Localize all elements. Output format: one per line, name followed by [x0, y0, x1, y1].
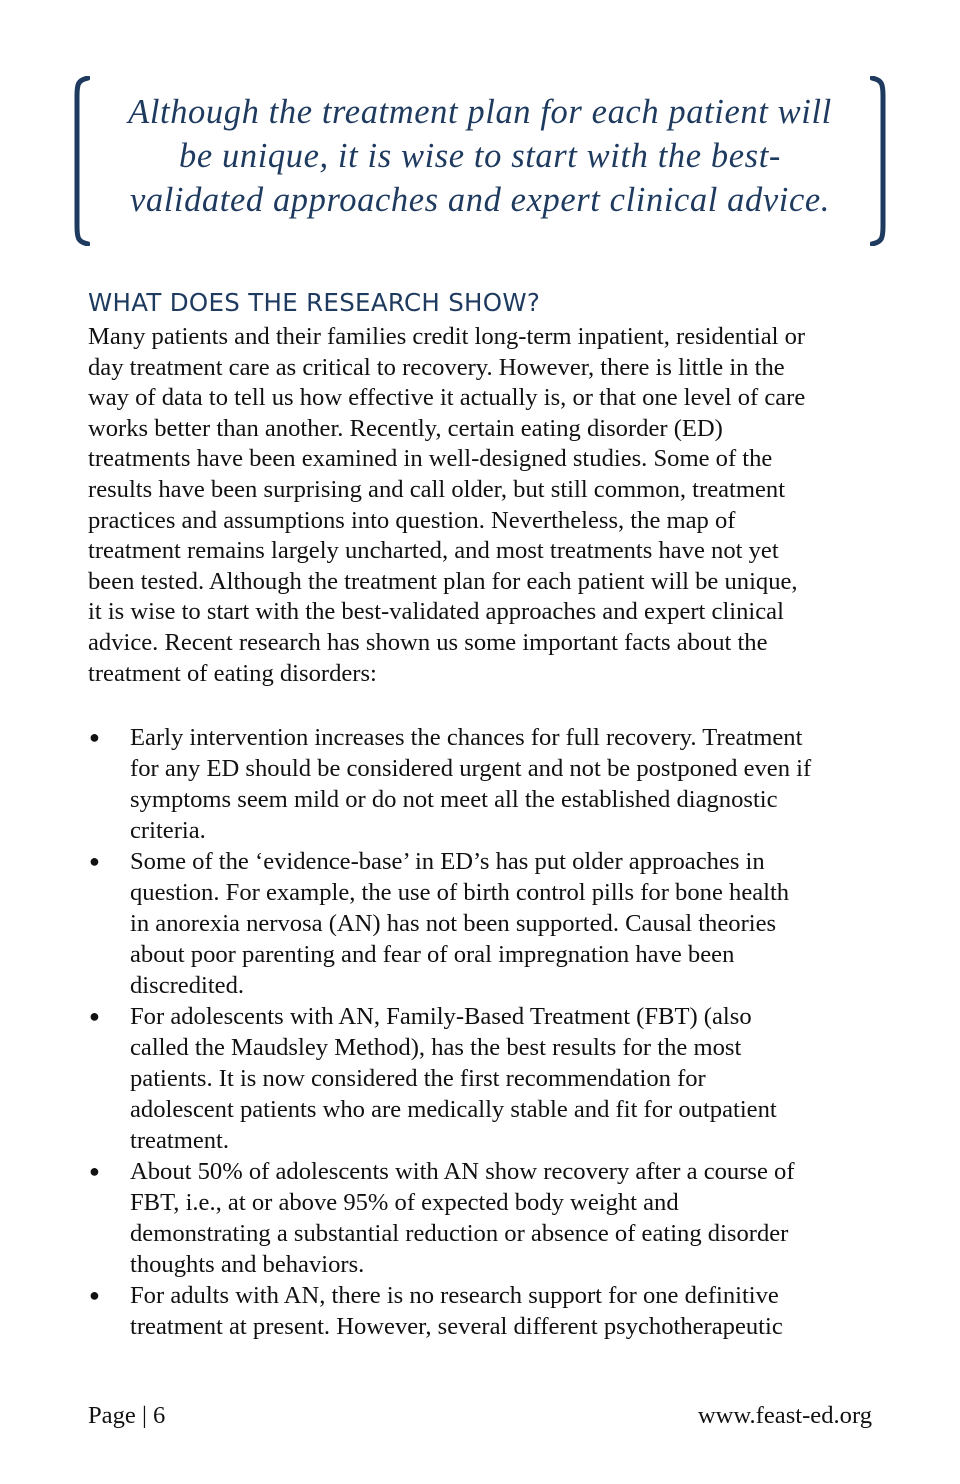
- list-item: [88, 846, 878, 1001]
- list-item-line: symptoms seem mild or do not meet all the established diagnostic: [130, 786, 778, 813]
- bullet-icon: ●: [89, 1006, 100, 1026]
- pull-quote-line: validated approaches and expert clinical advice.: [129, 181, 831, 219]
- paragraph-line: results have been surprising and call older, but still common, treatment: [88, 475, 786, 503]
- paragraph-line: works better than another. Recently, certain eating disorder (ED): [88, 414, 723, 442]
- paragraph-line: Many patients and their families credit long-term inpatient, residential or: [88, 323, 806, 350]
- paragraph-line: treatment remains largely uncharted, and most treatments have not yet: [88, 537, 779, 565]
- list-item-line: For adults with AN, there is no research support for one definitive: [130, 1282, 779, 1309]
- pull-quote: [72, 70, 888, 252]
- page-number: Page | 6: [88, 1402, 166, 1429]
- pull-quote-line: Although the treatment plan for each patient will: [128, 93, 832, 131]
- list-item-line: For adolescents with AN, Family-Based Treatment (FBT) (also: [130, 1003, 752, 1030]
- list-item-line: called the Maudsley Method), has the best results for the most: [130, 1034, 742, 1061]
- list-item-line: demonstrating a substantial reduction or absence of eating disorder: [130, 1220, 789, 1247]
- bullet-icon: ●: [89, 851, 100, 871]
- bullet-icon: ●: [89, 727, 100, 747]
- pull-quote-text: [94, 90, 866, 222]
- list-item-line: question. For example, the use of birth control pills for bone health: [130, 879, 790, 906]
- list-item-line: adolescent patients who are medically stable and fit for outpatient: [130, 1096, 777, 1123]
- paragraph-line: practices and assumptions into question. Nevertheless, the map of: [88, 506, 736, 534]
- list-item: [88, 1156, 878, 1280]
- list-item: [88, 1280, 878, 1342]
- list-item-line: about poor parenting and fear of oral impregnation have been: [130, 941, 735, 968]
- list-item-line: for any ED should be considered urgent and not be postponed even if: [130, 755, 812, 782]
- list-item-line: Early intervention increases the chances for full recovery. Treatment: [130, 724, 803, 751]
- bullet-icon: ●: [89, 1161, 100, 1181]
- list-item-line: in anorexia nervosa (AN) has not been supported. Causal theories: [130, 910, 777, 937]
- list-item-line: Some of the ‘evidence-base’ in ED’s has put older approaches in: [130, 848, 765, 875]
- findings-list: [88, 722, 878, 1342]
- intro-paragraph: [88, 322, 878, 689]
- right-bracket-icon: [870, 76, 888, 246]
- list-item-line: treatment.: [130, 1127, 230, 1154]
- left-bracket-icon: [72, 76, 90, 246]
- list-item-line: About 50% of adolescents with AN show recovery after a course of: [130, 1158, 795, 1185]
- list-item-line: treatment at present. However, several different psychotherapeutic: [130, 1313, 783, 1340]
- paragraph-line: been tested. Although the treatment plan for each patient will be unique,: [88, 567, 798, 595]
- pull-quote-line: be unique, it is wise to start with the best-: [179, 137, 781, 175]
- list-item: [88, 722, 878, 846]
- list-item-line: thoughts and behaviors.: [130, 1251, 365, 1278]
- list-item-line: criteria.: [130, 817, 206, 844]
- paragraph-line: treatments have been examined in well-designed studies. Some of the: [88, 445, 773, 473]
- list-item-line: FBT, i.e., at or above 95% of expected body weight and: [130, 1189, 679, 1216]
- footer-url: www.feast-ed.org: [697, 1402, 872, 1429]
- list-item: [88, 1001, 878, 1156]
- list-item-line: discredited.: [130, 972, 245, 999]
- paragraph-line: treatment of eating disorders:: [88, 659, 377, 687]
- list-item-line: patients. It is now considered the first recommendation for: [130, 1065, 706, 1092]
- bullet-icon: ●: [89, 1285, 100, 1305]
- section-heading: WHAT DOES THE RESEARCH SHOW?: [88, 288, 541, 317]
- paragraph-line: day treatment care as critical to recovery. However, there is little in the: [88, 353, 785, 381]
- paragraph-line: it is wise to start with the best-validated approaches and expert clinical: [88, 598, 784, 626]
- paragraph-line: advice. Recent research has shown us some important facts about the: [88, 628, 768, 656]
- paragraph-line: way of data to tell us how effective it actually is, or that one level of care: [88, 384, 806, 412]
